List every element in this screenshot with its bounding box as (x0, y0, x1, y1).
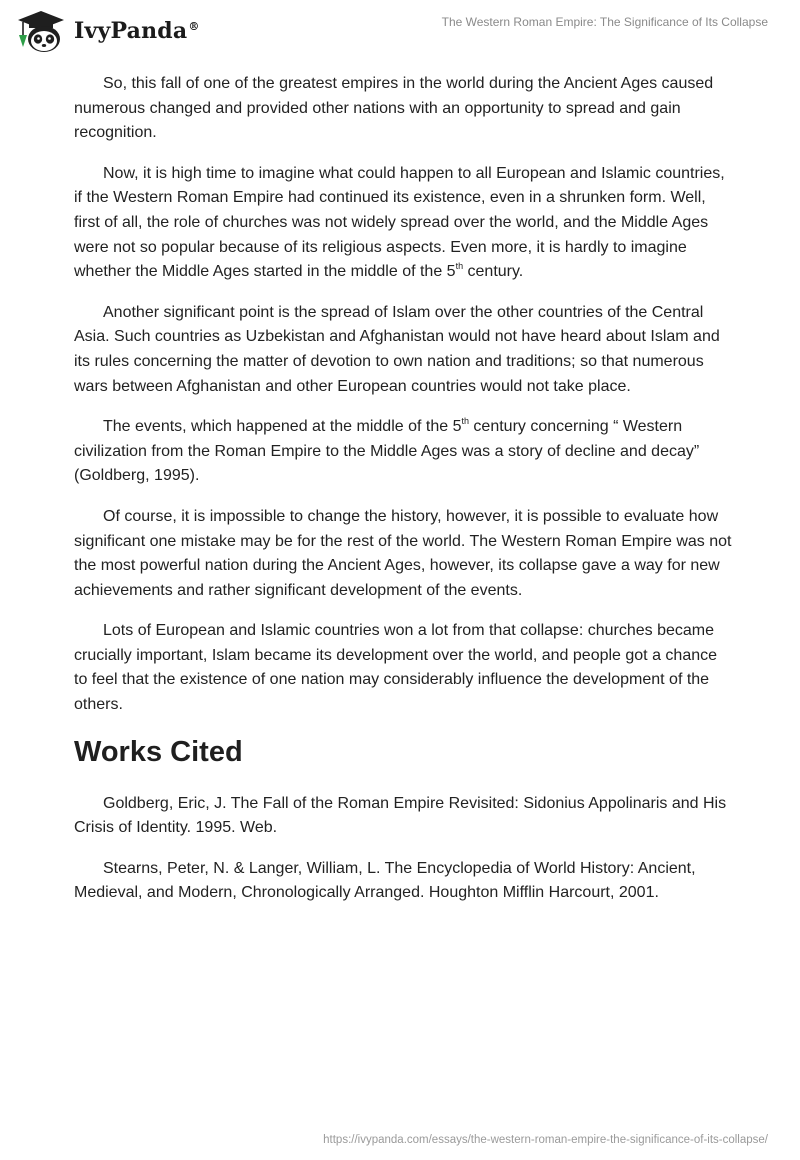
paragraph-4 (74, 415, 734, 489)
works-cited-heading: Works Cited (74, 735, 243, 768)
paragraph-6: Lots of European and Islamic countries won a lot from that collapse: churches became crucially important, Islam became its development over the world, and people got a chance to feel that the existence of one nation may considerably influence the development of the others. (74, 622, 718, 714)
citation-entry: Stearns, Peter, N. & Langer, William, L. The Encyclopedia of World History: Ancient, Medieval, and Modern, Chronologically Arranged. Houghton Mifflin Harcourt, 2001. (74, 859, 696, 902)
citation-entry: Goldberg, Eric, J. The Fall of the Roman Empire Revisited: Sidonius Appolinaris and His Crisis of Identity. 1995. Web. (74, 794, 727, 837)
paragraph-4-text-a: The events, which happened at the middle of the 5 (103, 418, 462, 436)
ordinal-superscript: th (461, 416, 469, 427)
paragraph-2-text-a: Now, it is high time to imagine what could happen to all European and Islamic countries, if the Western Roman Empire had continued its existence, even in a shrunken form. Well, first of all, the role of churches was not widely spread over the world, and the Middle Ages were not so popular because of its religious aspects. Even more, it is hardly to imagine whether the Middle Ages started in the middle of the 5 (74, 164, 725, 281)
paragraph-5: Of course, it is impossible to change the history, however, it is possible to evaluate how significant one mistake may be for the rest of the world. The Western Roman Empire was not the most powerful nation during the Ancient Ages, however, its collapse gave a way for new achievements and rather significant development of the events. (74, 507, 732, 599)
logo-wordmark: IvyPanda® (74, 18, 200, 44)
paragraph-2 (74, 162, 734, 285)
paragraph-1: So, this fall of one of the greatest empires in the world during the Ancient Ages caused numerous changed and provided other nations with an opportunity to spread and gain recognition. (74, 75, 714, 142)
document-title: The Western Roman Empire: The Significance of Its Collapse (441, 15, 768, 29)
page-header (0, 0, 800, 62)
source-url[interactable]: https://ivypanda.com/essays/the-western-roman-empire-the-significance-of-its-collapse/ (323, 1134, 768, 1146)
paragraph-2-text-b: century. (463, 263, 524, 281)
panda-graduation-cap-icon (14, 8, 68, 54)
ordinal-superscript: th (455, 261, 464, 272)
paragraph-3: Another significant point is the spread of Islam over the other countries of the Central Asia. Such countries as Uzbekistan and Afghanistan would not have heard about Islam and its rules concerning the matter of devotion to own nation and traditions; so that numerous wars between Afghanistan and other European countries would not take place. (74, 303, 720, 395)
essay-content (74, 72, 734, 922)
registered-mark: ® (188, 19, 200, 33)
paragraph-4-text-b: century concerning “ Western civilization from the Roman Empire to the Middle Ages was a story of decline and decay” (Goldberg, 1995). (74, 418, 700, 485)
ivypanda-logo[interactable] (14, 8, 200, 54)
